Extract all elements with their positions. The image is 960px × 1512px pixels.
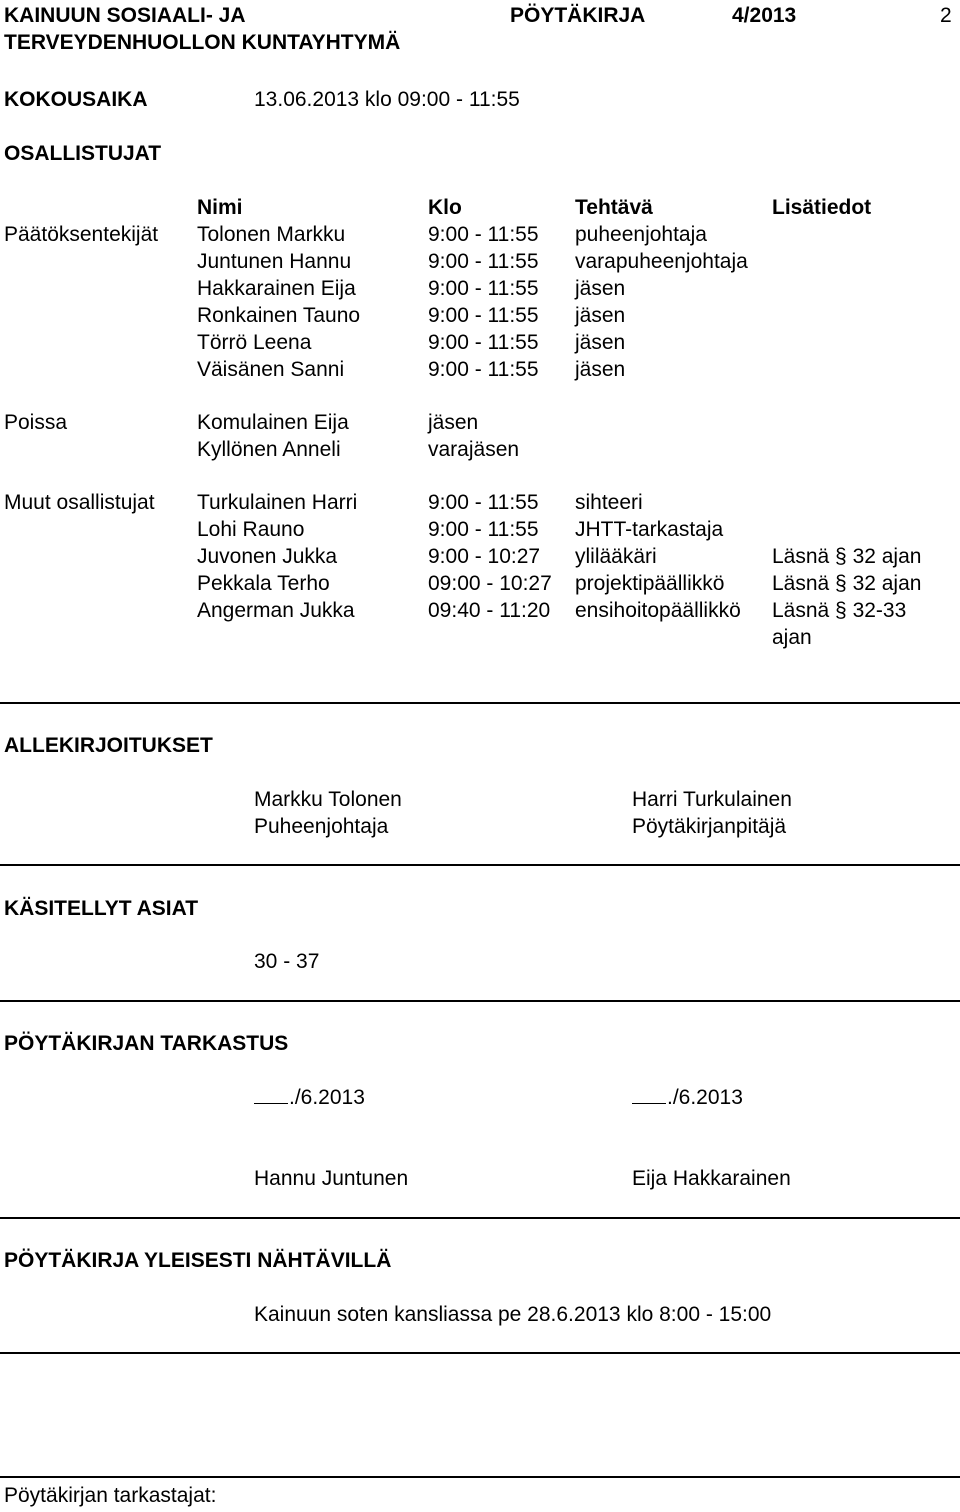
document-number: 4/2013 <box>732 4 797 27</box>
participant-name: Lohi Rauno <box>197 518 305 541</box>
participant-name: Komulainen Eija <box>197 411 349 434</box>
absent-label: Poissa <box>4 411 68 434</box>
participant-info-continued: ajan <box>772 626 812 649</box>
review-date-right-text: ./6.2013 <box>667 1086 743 1109</box>
public-display-heading: PÖYTÄKIRJA YLEISESTI NÄHTÄVILLÄ <box>4 1249 392 1272</box>
participant-name: Kyllönen Anneli <box>197 438 341 461</box>
participant-time: 9:00 - 11:55 <box>428 358 539 381</box>
participant-role: ensihoitopäällikkö <box>575 599 741 622</box>
participant-info: Läsnä § 32 ajan <box>772 545 922 568</box>
footer-reviewers-label: Pöytäkirjan tarkastajat: <box>4 1484 217 1507</box>
chair-title: Puheenjohtaja <box>254 815 389 838</box>
participant-name: Törrö Leena <box>197 331 312 354</box>
secretary-name: Harri Turkulainen <box>632 788 792 811</box>
participant-info: Läsnä § 32 ajan <box>772 572 922 595</box>
participant-role: ylilääkäri <box>575 545 657 568</box>
signatures-heading: ALLEKIRJOITUKSET <box>4 734 213 757</box>
organization-name-line1: KAINUUN SOSIAALI- JA <box>4 4 246 27</box>
review-heading: PÖYTÄKIRJAN TARKASTUS <box>4 1032 289 1055</box>
participant-time: 9:00 - 10:27 <box>428 545 541 568</box>
other-participants-label: Muut osallistujat <box>4 491 155 514</box>
participant-name: Ronkainen Tauno <box>197 304 361 327</box>
section-divider <box>0 864 960 866</box>
reviewer-left-name: Hannu Juntunen <box>254 1167 409 1190</box>
participant-name: Juvonen Jukka <box>197 545 338 568</box>
section-divider <box>0 702 960 704</box>
column-header-role: Tehtävä <box>575 196 653 219</box>
participant-name: Väisänen Sanni <box>197 358 345 381</box>
participant-time: 09:00 - 10:27 <box>428 572 552 595</box>
section-divider <box>0 1352 960 1354</box>
participant-time: 9:00 - 11:55 <box>428 304 539 327</box>
organization-name-line2: TERVEYDENHUOLLON KUNTAYHTYMÄ <box>4 31 401 54</box>
public-display-value: Kainuun soten kansliassa pe 28.6.2013 klo 8:00 - 15:00 <box>254 1303 772 1326</box>
participant-role: JHTT-tarkastaja <box>575 518 724 541</box>
participant-time: 9:00 - 11:55 <box>428 518 539 541</box>
participant-time: 9:00 - 11:55 <box>428 491 539 514</box>
participant-time: 9:00 - 11:55 <box>428 223 539 246</box>
secretary-title: Pöytäkirjanpitäjä <box>632 815 787 838</box>
date-blank-line <box>632 1085 666 1104</box>
review-date-right <box>632 1084 743 1111</box>
chair-name: Markku Tolonen <box>254 788 402 811</box>
participant-name: Angerman Jukka <box>197 599 355 622</box>
participant-role: jäsen <box>575 331 626 354</box>
items-heading: KÄSITELLYT ASIAT <box>4 897 199 920</box>
participant-time: 09:40 - 11:20 <box>428 599 551 622</box>
column-header-info: Lisätiedot <box>772 196 872 219</box>
participant-time: 9:00 - 11:55 <box>428 250 539 273</box>
participant-role: jäsen <box>428 411 479 434</box>
document-type: PÖYTÄKIRJA <box>510 4 646 27</box>
date-blank-line <box>254 1085 288 1104</box>
participant-role: jäsen <box>575 277 626 300</box>
participant-name: Tolonen Markku <box>197 223 346 246</box>
participant-role: puheenjohtaja <box>575 223 707 246</box>
meeting-time-label: KOKOUSAIKA <box>4 88 148 111</box>
participant-name: Turkulainen Harri <box>197 491 358 514</box>
participant-name: Juntunen Hannu <box>197 250 352 273</box>
participant-info: Läsnä § 32-33 <box>772 599 907 622</box>
page-number: 2 <box>940 4 952 27</box>
participant-role: projektipäällikkö <box>575 572 725 595</box>
participant-role: sihteeri <box>575 491 643 514</box>
decision-makers-label: Päätöksentekijät <box>4 223 159 246</box>
participant-name: Hakkarainen Eija <box>197 277 356 300</box>
items-range: 30 - 37 <box>254 950 320 973</box>
section-divider <box>0 1000 960 1002</box>
section-divider <box>0 1217 960 1219</box>
reviewer-right-name: Eija Hakkarainen <box>632 1167 791 1190</box>
participant-role: jäsen <box>575 304 626 327</box>
participant-time: 9:00 - 11:55 <box>428 331 539 354</box>
review-date-left <box>254 1084 365 1111</box>
meeting-time-value: 13.06.2013 klo 09:00 - 11:55 <box>254 88 520 111</box>
review-date-left-text: ./6.2013 <box>289 1086 365 1109</box>
footer-divider <box>0 1476 960 1478</box>
participant-role: jäsen <box>575 358 626 381</box>
participant-role: varajäsen <box>428 438 520 461</box>
participant-time: 9:00 - 11:55 <box>428 277 539 300</box>
participant-name: Pekkala Terho <box>197 572 330 595</box>
participants-heading: OSALLISTUJAT <box>4 142 162 165</box>
column-header-time: Klo <box>428 196 462 219</box>
column-header-name: Nimi <box>197 196 243 219</box>
participant-role: varapuheenjohtaja <box>575 250 748 273</box>
